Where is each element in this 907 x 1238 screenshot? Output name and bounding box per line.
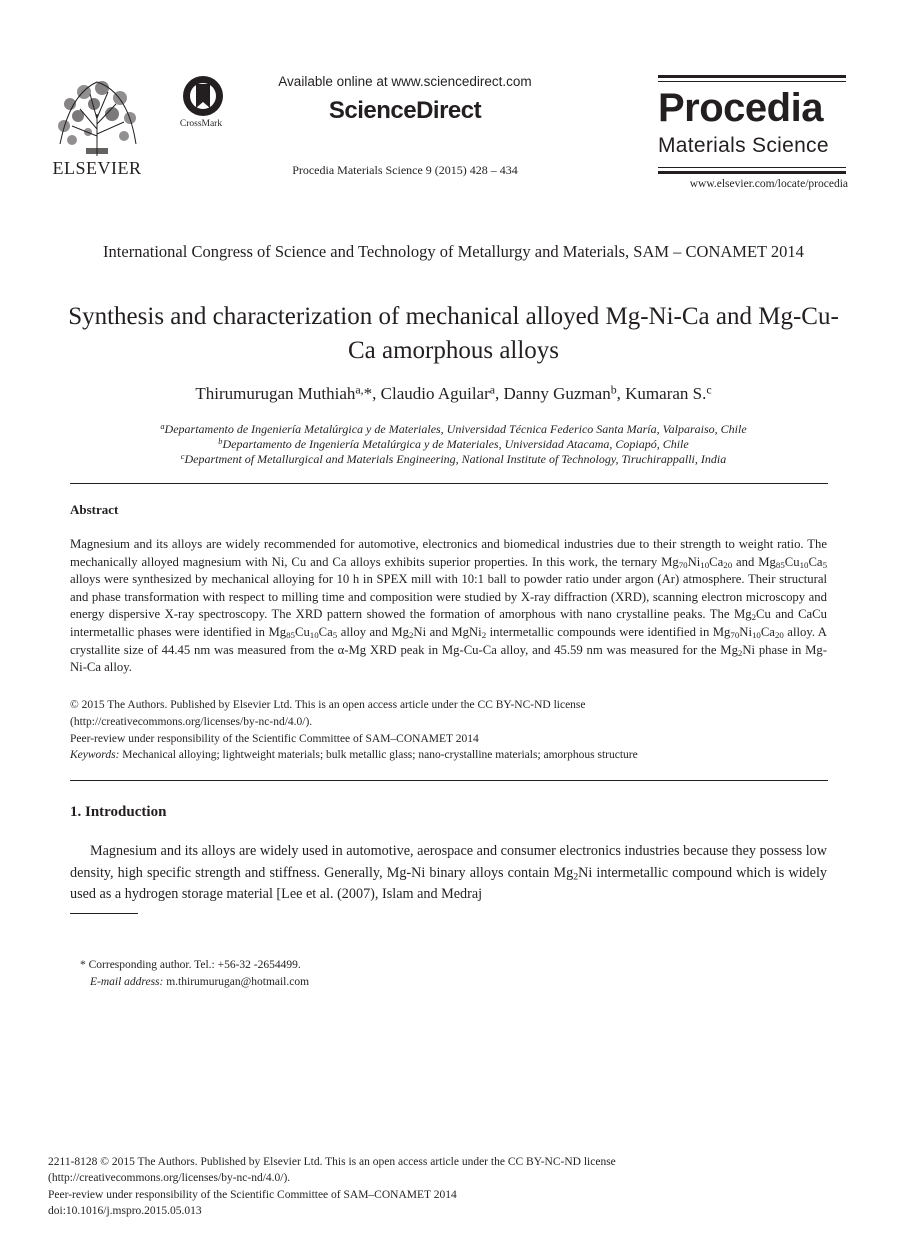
author-affiliation-mark: a, bbox=[355, 382, 364, 397]
corresponding-footnote bbox=[80, 957, 580, 990]
affiliation-line bbox=[60, 422, 847, 437]
abstract-heading: Abstract bbox=[70, 502, 119, 517]
keywords-text: Mechanical alloying; lightweight materials; bulk metallic glass; nano-crystalline materials; amorphous structure bbox=[122, 749, 638, 762]
keywords-line bbox=[70, 747, 827, 764]
elsevier-wordmark: ELSEVIER bbox=[52, 158, 142, 178]
footnote-rule bbox=[70, 913, 138, 914]
chemical-formula: $Mg_{70}Ni_{10}Ca_{20}$ bbox=[712, 624, 784, 641]
email-label: E-mail address: bbox=[90, 975, 164, 988]
author-affiliation-mark: c bbox=[706, 382, 712, 397]
crossmark-label: CrossMark bbox=[179, 119, 223, 129]
affiliation-list bbox=[60, 422, 847, 467]
abstract-bottom-rule bbox=[70, 780, 828, 781]
procedia-title: Procedia bbox=[658, 86, 823, 130]
keywords-label: Keywords: bbox=[70, 749, 120, 762]
chemical-formula: $Mg_2Ni$ bbox=[553, 864, 593, 882]
procedia-bottom-rule bbox=[658, 171, 846, 174]
footnote-star: * bbox=[80, 959, 86, 971]
procedia-top-rule bbox=[658, 75, 846, 78]
conference-name: International Congress of Science and Technology of Metallurgy and Materials, SAM – CONAMET 2014 bbox=[103, 242, 804, 261]
introduction-heading: 1. Introduction bbox=[70, 804, 167, 820]
footer-license-link[interactable]: (http://creativecommons.org/licenses/by-nc-nd/4.0/). bbox=[48, 1172, 291, 1185]
abstract-top-rule bbox=[70, 483, 828, 484]
author-name: Thirumurugan Muthiah bbox=[195, 384, 356, 403]
affiliation-line bbox=[60, 452, 847, 467]
procedia-bottom-rule-thin bbox=[658, 167, 846, 168]
paper-title: Synthesis and characterization of mechanical alloyed Mg-Ni-Ca and Mg-Cu-Ca amorphous alloys bbox=[68, 303, 839, 364]
sciencedirect-wordmark[interactable]: ScienceDirect bbox=[328, 97, 482, 124]
introduction-body: Magnesium and its alloys are widely used in automotive, aerospace and consumer electronics industries because they possess low density, high specific strength and stiffness. Generally, Mg-Ni binary alloys contain $Mg_2Ni$ intermetallic compound which is widely used as a hydrogen storage material [Lee et al. (2007), Islam and Medraj bbox=[70, 843, 827, 902]
procedia-top-rule-thin bbox=[658, 81, 846, 82]
footer-doi[interactable]: doi:10.1016/j.mspro.2015.05.013 bbox=[48, 1205, 202, 1218]
footnote-corresponding-line bbox=[80, 957, 580, 974]
author-affiliation-mark: b bbox=[610, 382, 617, 397]
affiliation-mark: b bbox=[218, 437, 223, 447]
author-name: Kumaran S. bbox=[625, 384, 707, 403]
footer-peer-review: Peer-review under responsibility of the Scientific Committee of SAM–CONAMET 2014 bbox=[48, 1188, 457, 1201]
author-affiliation-mark: a bbox=[489, 382, 496, 397]
chemical-formula: MgNi$_2$ bbox=[451, 624, 487, 641]
chemical-formula: $Mg_{85}Cu_{10}Ca_5$ bbox=[758, 554, 827, 570]
footnote-corresponding: Corresponding author. Tel.: +56-32 -2654499. bbox=[88, 959, 301, 971]
journal-reference: Procedia Materials Science 9 (2015) 428 – 434 bbox=[292, 163, 518, 177]
author-name: Claudio Aguilar bbox=[380, 384, 490, 403]
chemical-formula: $Mg_{85}Cu_{10}Ca_5$ bbox=[268, 624, 338, 641]
footnote-email-line bbox=[80, 974, 580, 991]
chemical-formula: $Mg_2Cu$ bbox=[733, 607, 771, 623]
abstract-peer-review: Peer-review under responsibility of the Scientific Committee of SAM–CONAMET 2014 bbox=[70, 732, 479, 745]
chemical-formula: $Mg_{70}Ni_{10}Ca_{20}$ bbox=[661, 554, 733, 570]
page-footer bbox=[48, 1154, 848, 1220]
affiliation-mark: c bbox=[180, 452, 185, 462]
author-list: Thirumurugan Muthiah$^{a,}$*, Claudio Aguilar$^a$, Danny Guzman$^b$, Kumaran S.$^c$ bbox=[195, 382, 712, 403]
abstract-copyright: © 2015 The Authors. Published by Elsevier Ltd. This is an open access article under the CC BY-NC-ND license bbox=[70, 699, 586, 711]
affiliation-text: Department of Metallurgical and Materials Engineering, National Institute of Technology, Tiruchirappalli, India bbox=[184, 452, 727, 466]
footer-issn: 2211-8128 © 2015 The Authors. Published by Elsevier Ltd. This is an open access article under the CC BY-NC-ND license bbox=[48, 1156, 616, 1168]
procedia-subtitle: Materials Science bbox=[658, 134, 829, 157]
abstract-license-link[interactable]: (http://creativecommons.org/licenses/by-nc-nd/4.0/). bbox=[70, 715, 313, 728]
procedia-url-link[interactable]: www.elsevier.com/locate/procedia bbox=[689, 178, 848, 190]
chemical-formula: $Mg_2Ni$ bbox=[391, 624, 427, 641]
affiliation-line bbox=[60, 437, 847, 452]
email-address[interactable]: m.thirumurugan@hotmail.com bbox=[166, 975, 310, 988]
corresponding-star: * bbox=[363, 384, 373, 403]
affiliation-text: Departamento de Ingeniería Metalúrgica y de Materiales, Universidad Técnica Federico Santa María, Valparaiso, Chile bbox=[164, 422, 747, 436]
available-online-text: Available online at www.sciencedirect.com bbox=[278, 74, 532, 89]
chemical-formula: $Mg_2Ni$ bbox=[720, 642, 756, 658]
author-name: Danny Guzman bbox=[503, 384, 611, 403]
abstract-license-block bbox=[70, 697, 827, 764]
abstract-body: Magnesium and its alloys are widely recommended for automotive, electronics and biomedical industries due to their strength to weight ratio. The mechanically alloyed magnesium with Ni, Cu and Ca alloys exhibits superior properties. In this work, the ternary $Mg_{70}Ni_{10}Ca_{20}$ and $Mg_{85}Cu_{10}Ca_5$ alloys were synthesized by mechanical alloying for 10 h in SPEX mill with 10:1 ball to powder ratio under argon (Ar) atmosphere. Their structural and phase transformation with respect to milling time and composition were studied by X-ray diffraction (XRD), scanning electron microscopy and energy dispersive X-ray spectroscopy. The XRD pattern showed the formation of amorphous with nano crystalline peaks. The $Mg_2Cu$ and CaCu intermetallic phases were identified in $Mg_{85}Cu_{10}Ca_5$ alloy and $Mg_2Ni$ and MgNi$_2$ intermetallic compounds were identified in $Mg_{70}Ni_{10}Ca_{20}$ alloy. A crystallite size of 44.45 nm was measured from the α-Mg XRD peak in Mg-Cu-Ca alloy, and 45.59 nm was measured for the $Mg_2Ni$ phase in Mg-Ni-Ca alloy. bbox=[70, 537, 827, 675]
affiliation-text: Departamento de Ingeniería Metalúrgica y de Materiales, Universidad Atacama, Copiapó, Chile bbox=[222, 437, 689, 451]
affiliation-mark: a bbox=[160, 422, 165, 432]
